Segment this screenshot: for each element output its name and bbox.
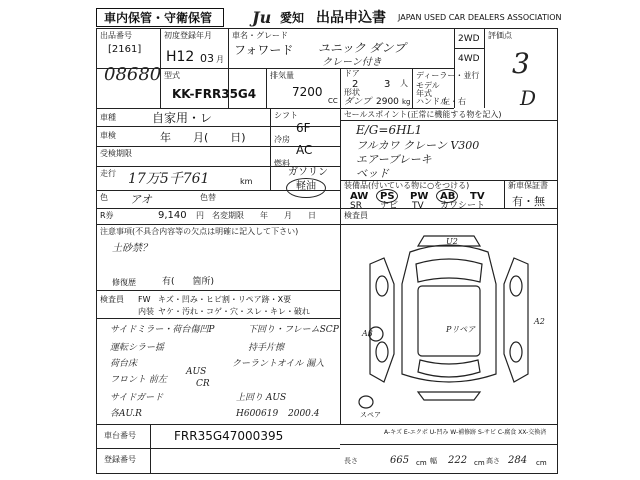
model-label: 車名・グレード (232, 31, 288, 40)
notes-item-1: 土砂禁？ (112, 243, 152, 254)
dim-width-label: 幅 (430, 457, 437, 465)
vehicle-damage-diagram (340, 224, 558, 424)
shift-label: シフト (274, 111, 298, 120)
equipment-ps: PS (380, 191, 395, 202)
shift-value: 6F (296, 121, 311, 135)
dim-height-value: 284 (508, 455, 528, 466)
equipment-ab-circle (436, 189, 458, 203)
inspector-label: 検査員 (344, 211, 368, 220)
notes-label: 注意事項(不具合内容等の欠点は明確に記入して下さい) (100, 227, 299, 236)
dim-unit-1: cm (416, 459, 427, 467)
equipment-navi: ナビ (380, 201, 399, 211)
score-label: 評価点 (488, 31, 512, 40)
dim-width-value: 222 (448, 455, 468, 466)
equipment-sr: SR (350, 201, 362, 211)
chassis-label: 車台番号 (104, 431, 136, 440)
inspection-note-13: 2000.4 (288, 409, 320, 419)
fuel-value: ガソリン (288, 167, 328, 178)
repair-value: 有( 箇所) (162, 277, 215, 287)
shape-value: ダンプ (344, 97, 372, 107)
inspection-note-7: フロント 前左 (110, 375, 167, 385)
inspection-note-8: AUS (186, 367, 207, 377)
grade-note-2: クレーン付き (322, 57, 382, 68)
chassis-value: FRR35G47000395 (174, 429, 284, 443)
model-year-value: 年式 (416, 89, 432, 98)
inspection-row2-label: 内装 (138, 307, 154, 316)
equipment-ab: AB (440, 191, 456, 202)
inspection-note-10: サイドガード (110, 393, 164, 403)
registration-month-suffix: 月 (216, 55, 224, 64)
repair-label: 修復歴 (112, 278, 136, 287)
interior-score: D (520, 86, 537, 110)
fuel-value-2: 軽油 (296, 181, 316, 192)
listing-number-label: 出品番号 (100, 31, 132, 40)
inspection-note-1: サイドミラー・荷台傷凹P (110, 325, 215, 335)
dim-length-label: 長さ (344, 457, 358, 465)
sheet-title: 出品申込書 (316, 10, 386, 26)
inspection-note-2: 下回り・フレームSCP (248, 325, 339, 335)
inspection-row2-value: ヤケ・汚れ・コゲ・穴・スレ・キレ・破れ (158, 307, 310, 316)
equipment-label: 装備品(付いている物に○をつける) (344, 181, 470, 190)
ac-label: 冷房 (274, 135, 290, 144)
drive-2wd: 2WD (458, 34, 480, 44)
dim-unit-3: cm (536, 459, 547, 467)
registration-number-label: 登録番号 (104, 455, 136, 464)
brand-name: 愛知 (280, 11, 305, 25)
mileage-value: 17万5千761 (128, 171, 210, 187)
diagram-label-repair: Pリペア (446, 325, 476, 334)
dim-unit-2: cm (474, 459, 485, 467)
color-value: アオ (130, 193, 152, 206)
inspection-note-11: 上回り AUS (236, 393, 287, 403)
recycle-unit: 円 (196, 211, 204, 220)
transfer-label: 名変期限 (212, 211, 244, 220)
displacement-label: 排気量 (270, 71, 294, 80)
new-car-warranty-value: 有・無 (512, 195, 545, 208)
diagram-label-a2: A2 (534, 317, 545, 326)
brand-logo: Ju (252, 8, 272, 27)
equipment-tv: TV (470, 191, 485, 202)
storage-label: 車内保管・守衛保管 (104, 11, 213, 25)
sales-point-1: E/G=6HL1 (356, 123, 423, 137)
registration-year: H12 (166, 49, 195, 65)
equipment-ps-circle (376, 189, 398, 203)
ac-value: AC (296, 143, 313, 157)
damage-legend: A-キズ E-エクボ U-凹み W-補修跡 S-サビ C-腐食 XX-交換済 (384, 429, 547, 436)
association-name: JAPAN USED CAR DEALERS ASSOCIATION (398, 13, 562, 22)
shape-label: 形状 (344, 88, 360, 97)
grade-note-1: ユニック ダンプ (318, 41, 406, 55)
equipment-aw: AW (350, 191, 369, 202)
new-car-warranty-label: 新車保証書 (508, 181, 548, 190)
sales-point-3: エアーブレーキ (356, 153, 432, 166)
inspection-label: 検査員 (100, 295, 124, 304)
inspection-value: 年 月( 日) (160, 131, 246, 144)
model-year-label: モデル (416, 81, 440, 90)
capacity-value: 3 (384, 79, 391, 90)
inspection-label: 車検 (100, 131, 116, 140)
usage-value: 自家用・レ (152, 111, 213, 125)
inspection-row1-value: キズ・凹み・ヒビ割・リペア跡・X要 (158, 295, 292, 304)
load-unit: kg (402, 98, 411, 106)
diagram-label-a3: A3 (362, 329, 373, 338)
capacity-suffix: 人 (400, 79, 408, 88)
handle-value: 左・右 (442, 97, 466, 106)
transfer-value: 年 月 日 (260, 211, 316, 220)
inspection-note-14: 各AU.R (110, 409, 142, 419)
lot-number: 08680 (104, 64, 162, 85)
diagram-label-u2: U2 (446, 237, 458, 246)
load-value: 2900 (376, 97, 399, 107)
insurance-label: 受検期限 (100, 149, 132, 158)
inspection-note-4: 持手片擦 (248, 343, 285, 353)
diagram-label-spare: スペア (360, 411, 381, 419)
sales-point-2: フルカワ クレーン V300 (356, 139, 480, 152)
model-name: フォワード (234, 43, 294, 57)
displacement-value: 7200 (292, 85, 323, 99)
mileage-unit: km (240, 177, 253, 186)
color-code-label: 色替 (200, 193, 216, 202)
usage-label: 車種 (100, 113, 116, 122)
inspection-note-12: H600619 (236, 409, 279, 419)
drive-4wd: 4WD (458, 54, 480, 64)
handle-label: ハンドル (416, 97, 448, 106)
door-value: 2 (352, 79, 359, 90)
fuel-label: 燃料 (274, 159, 290, 168)
lot-code: [2161] (108, 44, 142, 55)
recycle-label: R券 (100, 211, 114, 220)
registration-month: 03 (200, 52, 214, 65)
equipment-tv2: TV (412, 201, 424, 211)
sales-points-label: セールスポイント(正常に機能する物を記入) (344, 110, 502, 119)
color-label: 色 (100, 193, 108, 202)
door-label: ドア (344, 69, 360, 78)
inspection-note-3: 運転シラー揺 (110, 343, 165, 353)
equipment-pw: PW (410, 191, 429, 202)
dim-length-value: 665 (390, 455, 410, 466)
score-value: 3 (512, 47, 530, 80)
inspection-row1-label: FW (138, 295, 151, 304)
dealer-label: ディーラー・並行 (416, 71, 480, 80)
displacement-unit: CC (328, 97, 338, 105)
registration-label: 初度登録年月 (164, 31, 212, 40)
inspection-note-6: クーラントオイル 漏入 (232, 359, 325, 369)
mileage-label: 走行 (100, 169, 116, 178)
inspection-note-9: CR (196, 379, 210, 389)
sales-point-4: ベッド (356, 167, 389, 180)
equipment-seat: カワシート (440, 201, 486, 211)
type-value: KK-FRR35G4 (172, 87, 257, 101)
inspection-note-5: 荷台床 (110, 359, 138, 369)
dim-height-label: 高さ (486, 457, 500, 465)
recycle-value: 9,140 (158, 210, 187, 221)
type-label: 型式 (164, 71, 180, 80)
